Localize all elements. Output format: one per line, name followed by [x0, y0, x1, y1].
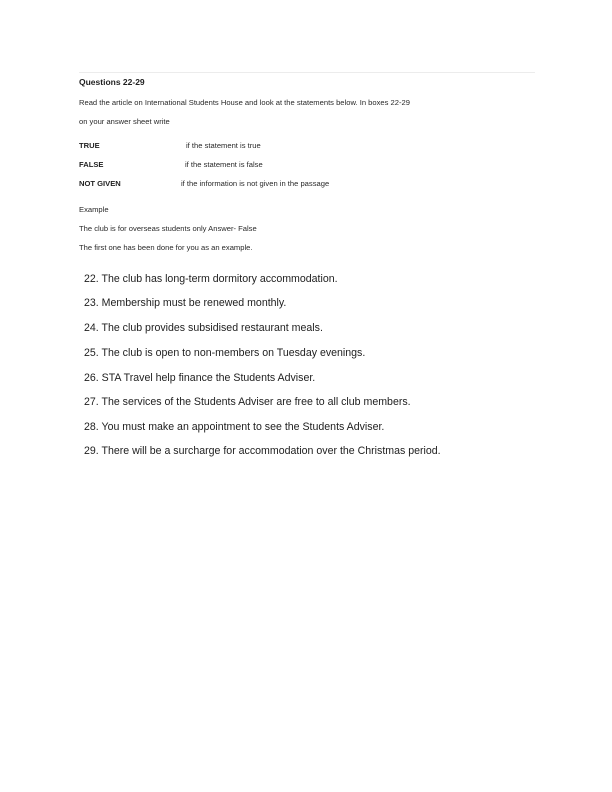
question-27: 27. The services of the Students Adviser are free to all club members.	[84, 396, 411, 408]
key-def-not-given: if the information is not given in the passage	[181, 179, 330, 188]
section-heading: Questions 22-29	[79, 77, 145, 87]
example-statement: The club is for overseas students only Answer- False	[79, 224, 257, 233]
instruction-line-1: Read the article on International Students House and look at the statements below. In boxes 22-29	[79, 98, 410, 107]
top-divider	[79, 72, 535, 73]
key-term-true: TRUE	[79, 141, 100, 150]
question-25: 25. The club is open to non-members on Tuesday evenings.	[84, 347, 366, 359]
question-22: 22. The club has long-term dormitory accommodation.	[84, 273, 338, 285]
question-26: 26. STA Travel help finance the Students Adviser.	[84, 372, 316, 384]
question-23: 23. Membership must be renewed monthly.	[84, 297, 287, 309]
key-term-not-given: NOT GIVEN	[79, 179, 121, 188]
key-def-false: if the statement is false	[185, 160, 263, 169]
instruction-line-2: on your answer sheet write	[79, 117, 170, 126]
question-29: 29. There will be a surcharge for accommodation over the Christmas period.	[84, 445, 441, 457]
question-24: 24. The club provides subsidised restaurant meals.	[84, 322, 323, 334]
question-28: 28. You must make an appointment to see the Students Adviser.	[84, 421, 385, 433]
key-term-false: FALSE	[79, 160, 104, 169]
example-label: Example	[79, 205, 109, 214]
key-def-true: if the statement is true	[186, 141, 261, 150]
example-note: The first one has been done for you as an example.	[79, 243, 253, 252]
